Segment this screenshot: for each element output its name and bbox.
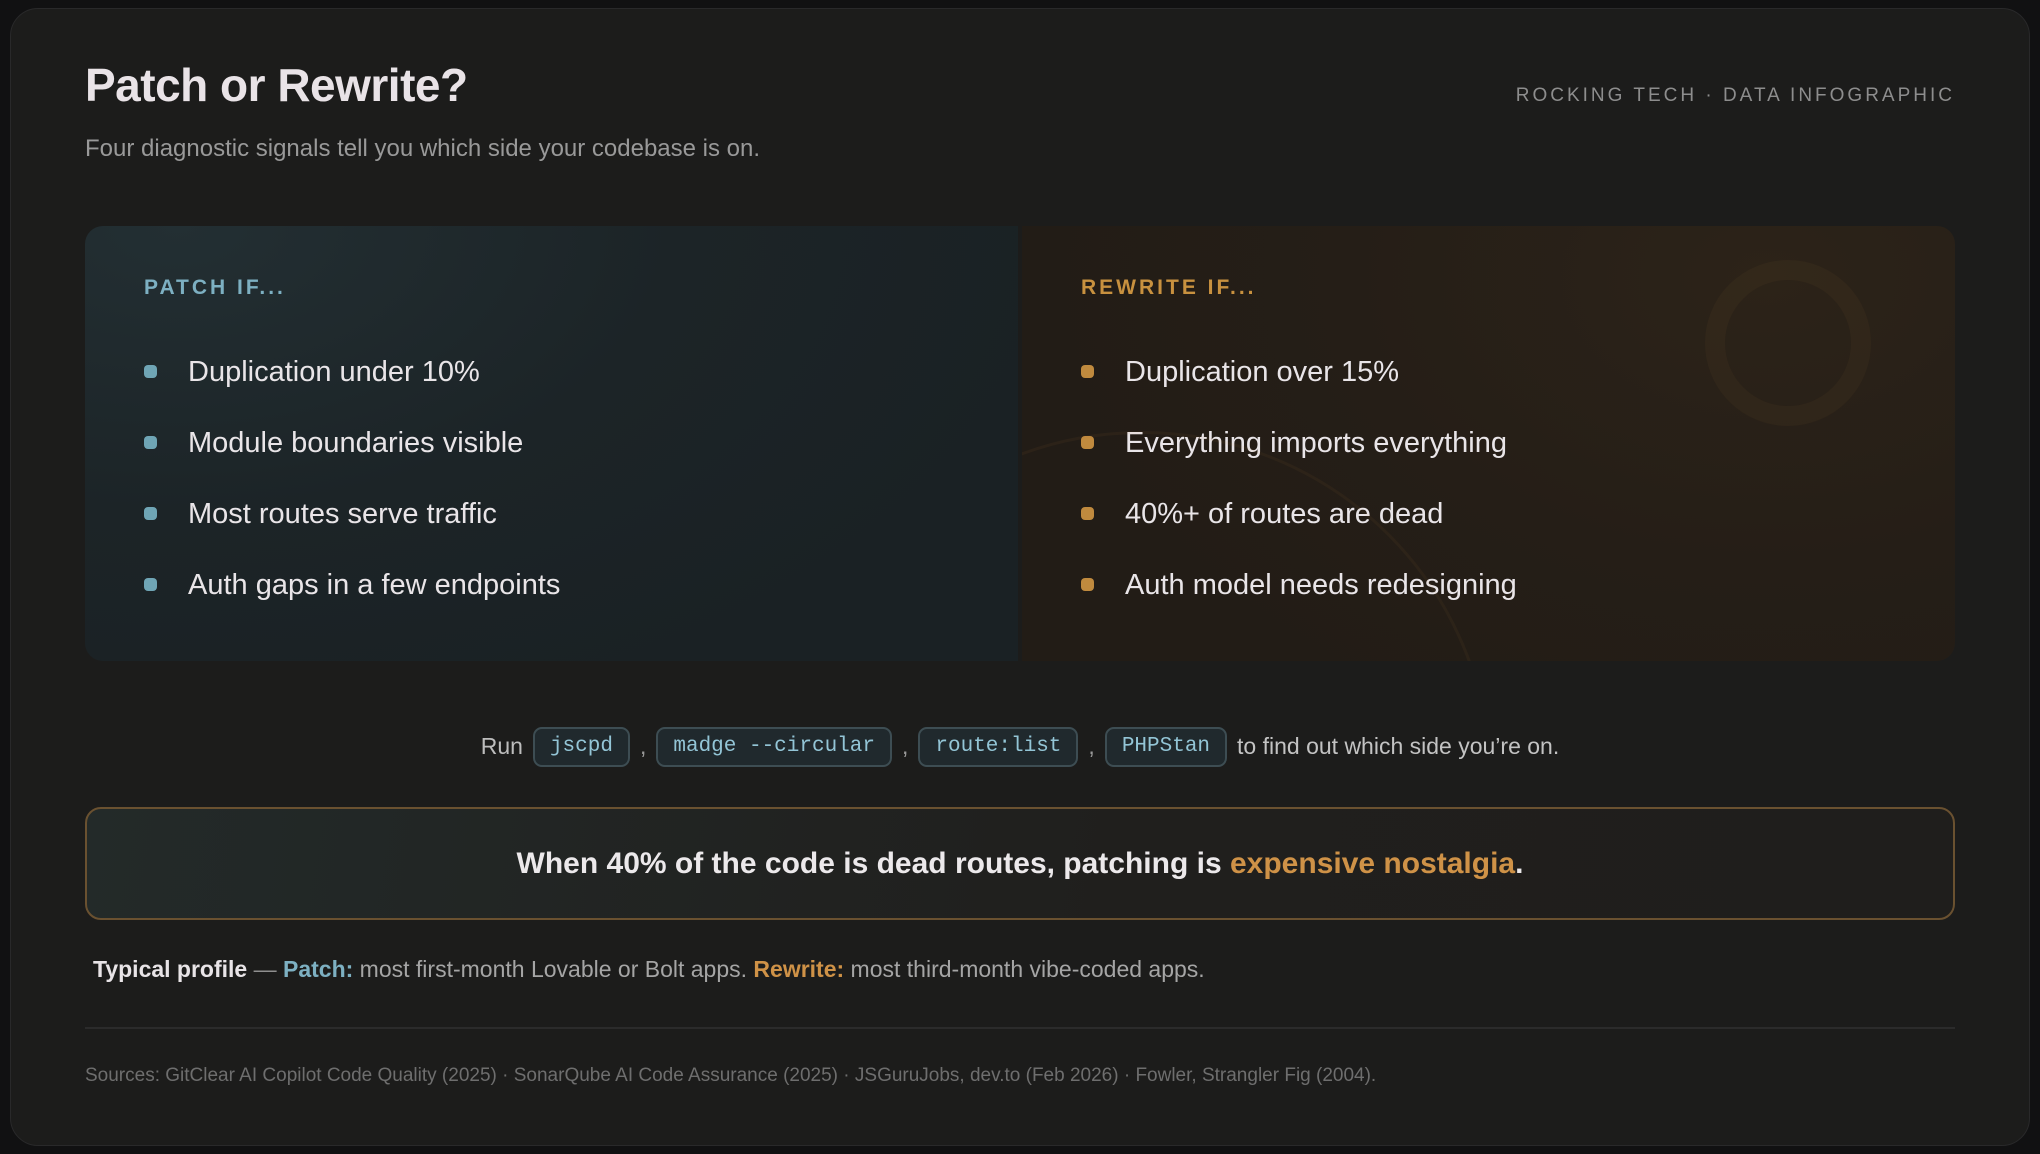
command-chip-madge: madge --circular [656,727,892,767]
comma-separator: , [639,733,647,760]
rewrite-panel [1022,226,1955,661]
patch-panel [85,226,1018,661]
list-item-label: Auth model needs redesigning [1125,568,1517,601]
list-item [144,357,978,387]
list-item-label: Duplication under 10% [188,355,480,388]
list-item [144,499,978,529]
callout-text [517,847,1524,881]
list-item-label: Most routes serve traffic [188,497,497,530]
list-item [144,570,978,600]
profile-patch-text: most first-month Lovable or Bolt apps. [353,956,754,983]
comparison-panels [85,226,1955,661]
callout-text-after: . [1515,846,1524,880]
profile-rewrite-label: Rewrite: [753,956,845,983]
list-item-label: Auth gaps in a few endpoints [188,568,561,601]
comma-separator: , [902,733,909,760]
bullet-square-icon [144,436,157,449]
profile-label: Typical profile [93,956,248,983]
comma-separator: , [1088,733,1095,760]
run-suffix: to find out which side you’re on. [1237,733,1560,760]
list-item-label: Everything imports everything [1125,426,1507,459]
command-chip-phpstan: PHPStan [1105,727,1227,767]
brand-label: ROCKING TECH · DATA INFOGRAPHIC [1515,85,1955,106]
page-title: Patch or Rewrite? [85,59,468,111]
callout-highlight: expensive nostalgia [1229,846,1516,880]
header [85,59,1955,112]
run-commands-line [85,727,1955,767]
list-item-label: Module boundaries visible [188,426,524,459]
rewrite-panel-heading: REWRITE IF... [1081,275,1257,299]
list-item [144,428,978,458]
bullet-square-icon [144,365,157,378]
profile-dash: — [247,956,283,983]
decorative-ring [1705,260,1871,426]
footer-divider [85,1027,1955,1029]
bullet-square-icon [1081,365,1094,378]
infographic-card [10,8,2030,1146]
key-takeaway-callout [85,807,1955,920]
typical-profile-line [85,956,1955,983]
sources-line: Sources: GitClear AI Copilot Code Quality (2025) · SonarQube AI Code Assurance (2025) · JSGuruJobs, dev.to (Feb 2026) · Fowler, Strangler Fig (2004). [85,1065,1377,1087]
command-chip-route-list: route:list [918,727,1078,767]
run-prefix: Run [480,733,523,760]
profile-rewrite-text: most third-month vibe-coded apps. [844,956,1205,983]
patch-signal-list [144,357,978,600]
command-chip-jscpd: jscpd [533,727,630,767]
bullet-square-icon [144,578,157,591]
patch-panel-heading: PATCH IF... [144,275,286,299]
list-item-label: Duplication over 15% [1125,355,1400,388]
list-item-label: 40%+ of routes are dead [1125,497,1444,530]
bullet-square-icon [144,507,157,520]
profile-patch-label: Patch: [283,956,354,983]
callout-text-before: When 40% of the code is dead routes, patching is [516,846,1230,880]
page-subtitle: Four diagnostic signals tell you which side your codebase is on. [85,134,761,162]
